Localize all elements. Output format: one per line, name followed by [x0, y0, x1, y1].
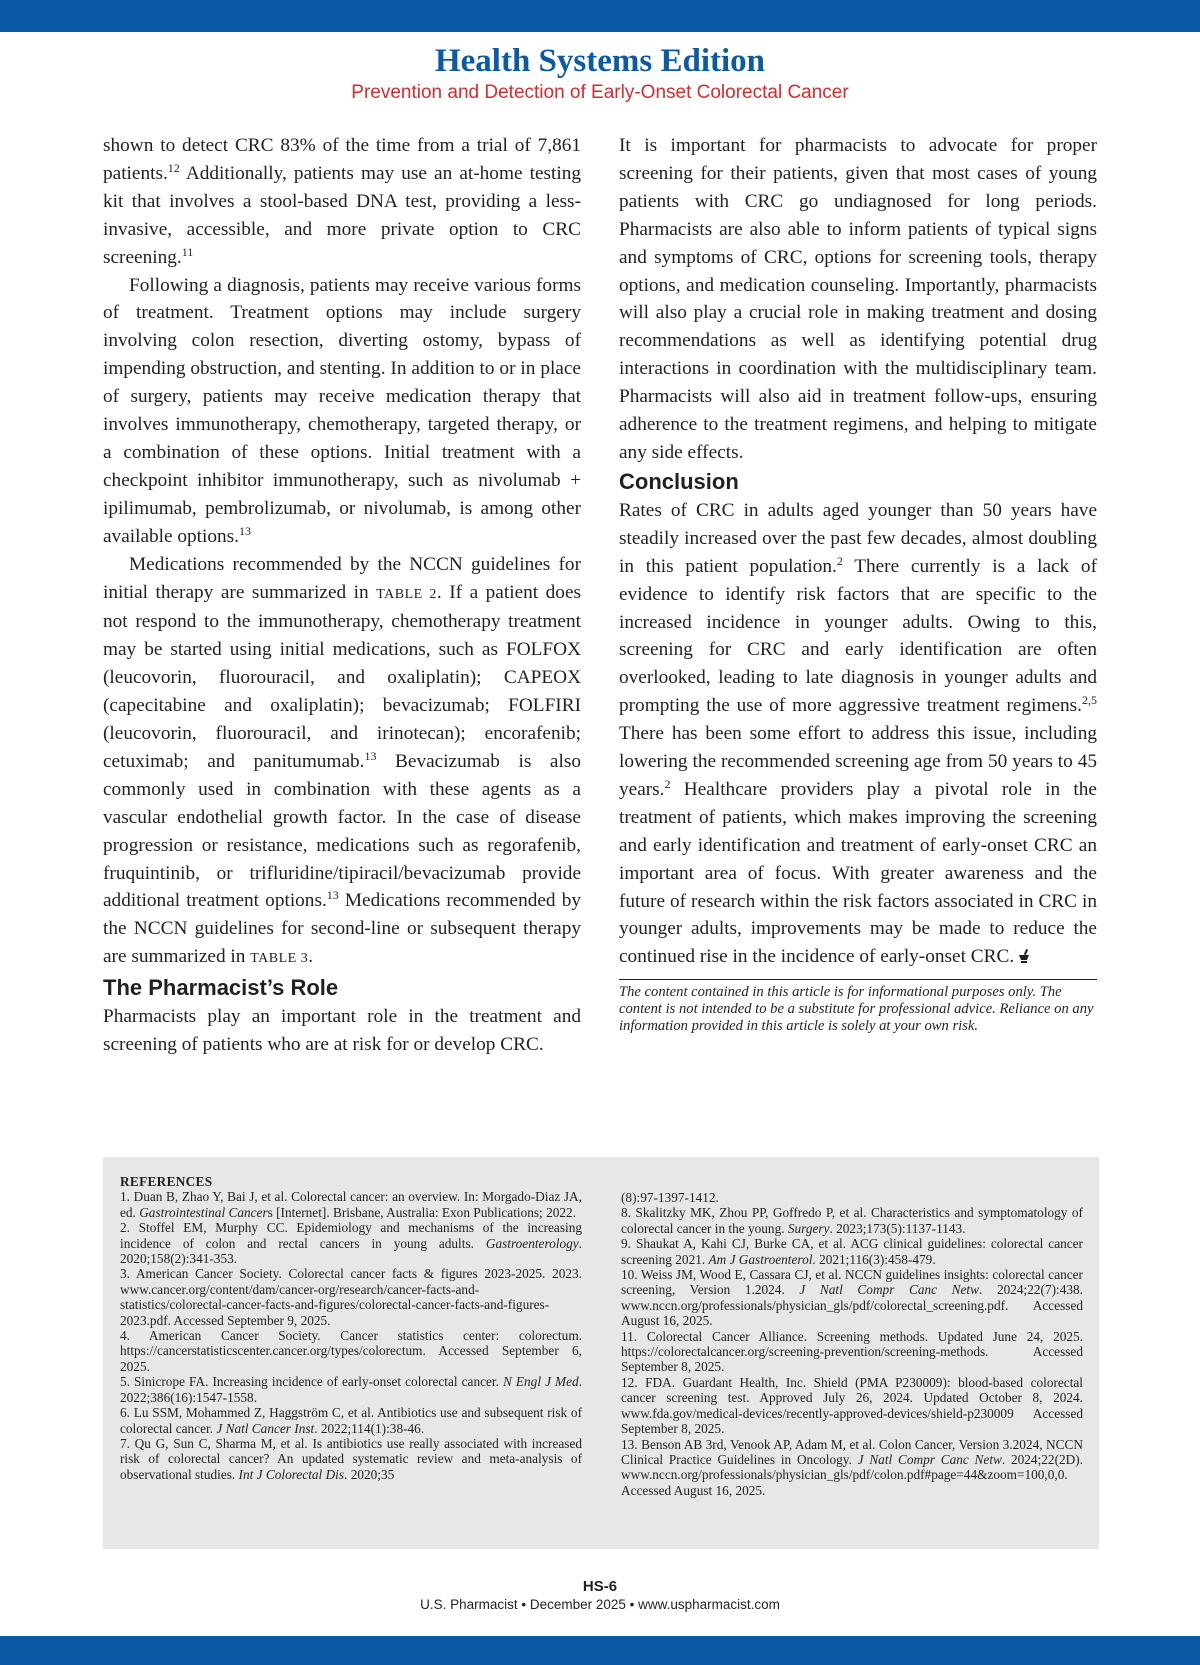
table-2-reference: TABLE 2 — [376, 586, 437, 602]
conclusion-paragraph: Rates of CRC in adults aged younger than 50 years have steadily increased over the past few decades, almost doubling in this patient population.$^2$ There currently is a lack of evidence to identify risk factors that are specific to the increased incidence in younger adults. Owing to this, screening for CRC and early identification are often overlooked, leading to late diagnosis in younger adults and prompting the use of more aggressive treatment regimens.$^{2,5}$ There has been some effort to address this issue, including lowering the recommended screening age from 50 years to 45 years.$^2$ Healthcare providers play a pivotal role in the treatment of patients, which makes improving the screening and early identification and treatment of early-onset CRC an important area of focus. With greater awareness and the future of research within the risk factors associated in CRC in younger adults, improvements may be made to reduce the continued rise in the incidence of early-onset CRC. — [619, 499, 1097, 968]
left-paragraph-1: shown to detect CRC 83% of the time from a trial of 7,861 patients.$^{12}$ Additionally, patients may use an at-home testing kit that involves a stool-based DNA test, providing a less-invasive, accessible, and more private option to CRC screening.$^{11}$ — [103, 135, 581, 268]
reference-item: 3. American Cancer Society. Colorectal cancer facts & figures 2023-2025. 2023. www.cancer.org/content/dam/cancer-org/research/cancer-facts-and-statistics/colorectal-cancer-facts-and-figures/colorectal-cancer-facts-and-figures-2023.pdf. Accessed September 9, 2025. — [120, 1266, 582, 1328]
page-footer — [0, 1578, 1200, 1614]
edition-title: Health Systems Edition — [434, 43, 766, 79]
mortar-pestle-icon — [1018, 949, 1030, 963]
reference-item: 9. Shaukat A, Kahi CJ, Burke CA, et al. ACG clinical guidelines: colorectal cancer screening 2021. Am J Gastroenterol. 2021;116(3):458-479. — [621, 1236, 1083, 1267]
left-paragraph-2: Following a diagnosis, patients may receive various forms of treatment. Treatment options may include surgery involving colon resection, diverting ostomy, bypass of impending obstruction, and stenting. In addition to or in place of surgery, patients may receive medication therapy that involves immunotherapy, chemotherapy, targeted therapy, or a combination of these options. Initial treatment with a checkpoint inhibitor immunotherapy, such as nivolumab + ipilimumab, pembrolizumab, or nivolumab, is among other available options.$^{13}$ — [103, 274, 581, 547]
pharmacists-role-heading: The Pharmacist’s Role — [103, 975, 339, 1001]
reference-item: 12. FDA. Guardant Health, Inc. Shield (PMA P230009): blood-based colorectal cancer screening test. Approved July 26, 2024. Updated October 8, 2024. www.fda.gov/medical-devices/recently-approved-devices/shield-p230009 Accessed September 8, 2025. — [621, 1374, 1083, 1437]
reference-item: 7. Qu G, Sun C, Sharma M, et al. Is antibiotics use really associated with increased risk of colorectal cancer? An updated systematic review and meta-analysis of observational studies. Int J Colorectal Dis. 2020;35 — [120, 1435, 582, 1482]
reference-item: 2. Stoffel EM, Murphy CC. Epidemiology and mechanisms of the increasing incidence of colon and rectal cancers in young adults. Gastroenterology. 2020;158(2):341-353. — [120, 1220, 582, 1267]
reference-item: 6. Lu SSM, Mohammed Z, Haggström C, et al. Antibiotics use and subsequent risk of colorectal cancer. J Natl Cancer Inst. 2022;114(1):38-46. — [120, 1405, 582, 1436]
references-right-column — [621, 1190, 1083, 1498]
reference-item: 4. American Cancer Society. Cancer statistics center: colorectum. https://cancerstatisticscenter.cancer.org/types/colorectum. Accessed September 6, 2025. — [120, 1328, 582, 1374]
publication-line: U.S. Pharmacist • December 2025 • www.uspharmacist.com — [420, 1597, 780, 1612]
reference-item: 5. Sinicrope FA. Increasing incidence of early-onset colorectal cancer. N Engl J Med. 2022;386(16):1547-1558. — [120, 1374, 583, 1405]
conclusion-heading: Conclusion — [619, 468, 739, 494]
left-column — [103, 132, 581, 1059]
reference-item: 13. Benson AB 3rd, Venook AP, Adam M, et al. Colon Cancer, Version 3.2024, NCCN Clinical Practice Guidelines in Oncology. J Natl Compr Canc Netw. 2024;22(2D). www.nccn.org/professionals/physician_gls/pdf/colon.pdf#page=44&zoom=100,0,0. Accessed August 16, 2025. — [621, 1436, 1084, 1498]
masthead — [0, 42, 1200, 105]
disclaimer: The content contained in this article is for informational purposes only. The content is not intended to be a substitute for professional advice. Reliance on any information provided in this article is solely at your own risk. — [619, 979, 1097, 1034]
reference-item: (8):97-1397-1412. — [621, 1190, 719, 1205]
top-blue-bar — [0, 0, 1200, 32]
left-paragraph-4: Pharmacists play an important role in the treatment and screening of patients who are at risk for or develop CRC. — [103, 1006, 581, 1056]
reference-item: 1. Duan B, Zhao Y, Bai J, et al. Colorectal cancer: an overview. In: Morgado-Diaz JA, ed. Gastrointestinal Cancers [Internet]. Brisbane, Australia: Exon Publications; 2022. — [120, 1189, 582, 1220]
reference-item: 8. Skalitzky MK, Zhou PP, Goffredo P, et al. Characteristics and symptomatology of colorectal cancer in the young. Surgery. 2023;173(5):1137-1143. — [621, 1205, 1083, 1236]
page-number: HS-6 — [582, 1578, 618, 1595]
article-subtitle: Prevention and Detection of Early-Onset Colorectal Cancer — [351, 82, 849, 103]
references-left-column — [120, 1174, 582, 1482]
table-3-reference: TABLE 3 — [250, 951, 309, 967]
right-column — [619, 132, 1097, 1035]
bottom-blue-bar — [0, 1636, 1200, 1665]
reference-item: 10. Weiss JM, Wood E, Cassara CJ, et al. NCCN guidelines insights: colorectal cancer screening, Version 1.2024. J Natl Compr Canc Netw. 2024;22(7):438. www.nccn.org/professionals/physician_gls/pdf/colorectal_screening.pdf. Accessed August 16, 2025. — [621, 1267, 1083, 1329]
right-paragraph-1: It is important for pharmacists to advocate for proper screening for their patients, given that most cases of young patients with CRC go undiagnosed for long periods. Pharmacists are also able to inform patients of typical signs and symptoms of CRC, options for screening tools, therapy options, and medication counseling. Importantly, pharmacists will also play a crucial role in making treatment and dosing recommendations as well as identifying potential drug interactions in coordination with the multidisciplinary team. Pharmacists will also aid in treatment follow-ups, ensuring adherence to the treatment regimens, and helping to mitigate any side effects. — [619, 135, 1097, 463]
left-paragraph-3: Medications recommended by the NCCN guidelines for initial therapy are summarized in TABLE 2. If a patient does not respond to the immunotherapy, chemotherapy treatment may be started using initial medications, such as FOLFOX (leucovorin, fluorouracil, and oxaliplatin); CAPEOX (capecitabine and oxaliplatin); bevacizumab; FOLFIRI (leucovorin, fluorouracil, and irinotecan); encorafenib; cetuximab; and panitumumab.$^{13}$ Bevacizumab is also commonly used in combination with these agents as a vascular endothelial growth factor. In the case of disease progression or resistance, medications such as regorafenib, fruquintinib, or trifluridine/tipiracil/bevacizumab provide additional treatment options.$^{13}$ Medications recommended by the NCCN guidelines for second-line or subsequent therapy are summarized in TABLE 3. — [103, 553, 581, 968]
references-box — [103, 1157, 1099, 1549]
references-title: REFERENCES — [120, 1174, 213, 1189]
reference-item: 11. Colorectal Cancer Alliance. Screening methods. Updated June 24, 2025. https://colorectalcancer.org/screening-prevention/screening-methods. Accessed September 8, 2025. — [621, 1328, 1083, 1375]
